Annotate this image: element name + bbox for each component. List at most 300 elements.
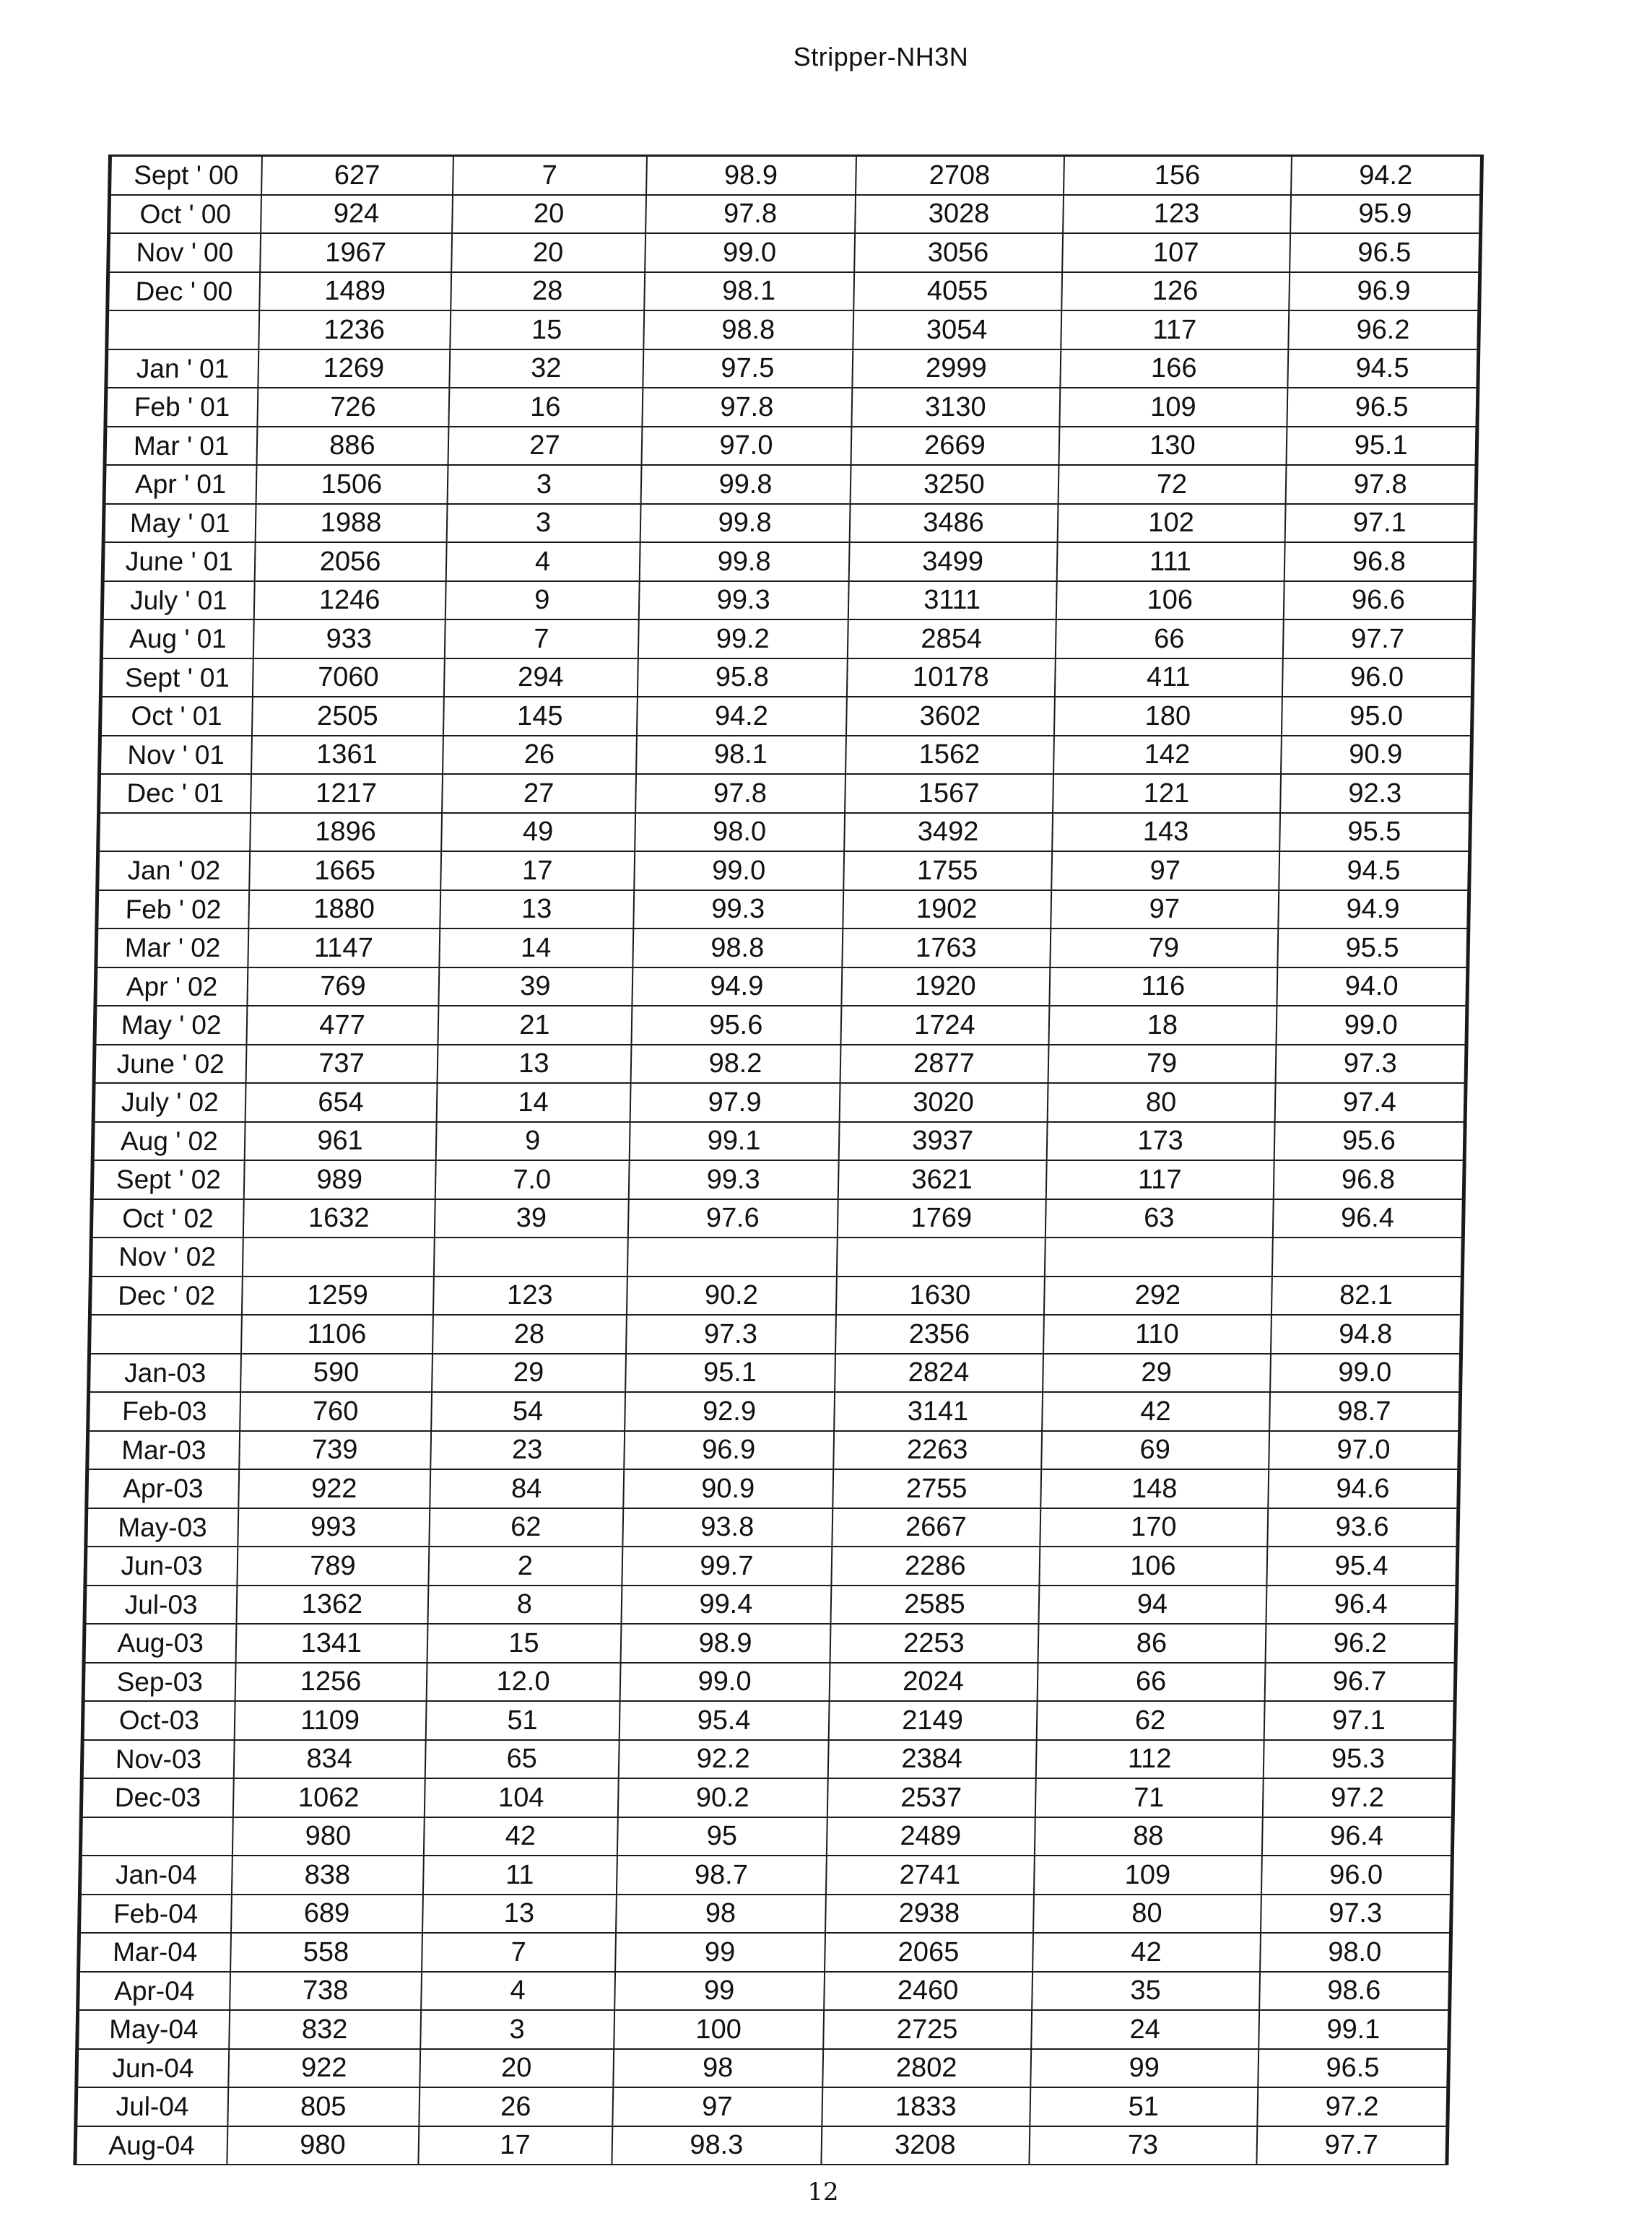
- data-table: [73, 155, 1484, 2165]
- table-cell: 20: [452, 195, 646, 234]
- row-label-cell: [87, 1469, 239, 1508]
- table-cell: 148: [1040, 1469, 1269, 1508]
- table-cell: 2824: [835, 1354, 1043, 1393]
- table-cell: [1271, 1238, 1463, 1277]
- table-cell: 96.8: [1284, 542, 1475, 581]
- table-cell: 760: [240, 1392, 432, 1431]
- table-row: [82, 1740, 1454, 1779]
- table-row: [94, 1045, 1466, 1084]
- row-label: May ' 02: [121, 1010, 222, 1040]
- table-cell: 98.6: [1259, 1972, 1451, 2011]
- row-label-cell: [95, 1006, 247, 1045]
- row-label: Feb-04: [113, 1898, 199, 1928]
- row-label-cell: [82, 1701, 235, 1740]
- table-cell: 99.0: [634, 851, 844, 890]
- table-cell: 96.2: [1288, 310, 1479, 349]
- table-row: [86, 1508, 1458, 1547]
- table-cell: 92.9: [625, 1392, 835, 1431]
- table-cell: 1147: [248, 928, 440, 967]
- table-row: [90, 1238, 1463, 1277]
- table-cell: 96.0: [1261, 1856, 1452, 1895]
- table-cell: 1769: [837, 1199, 1045, 1238]
- table-cell: 2263: [833, 1431, 1042, 1470]
- table-cell: 1506: [256, 465, 448, 504]
- row-label: June ' 01: [125, 547, 234, 577]
- row-label-cell: [101, 619, 253, 658]
- table-cell: 99.3: [633, 890, 843, 929]
- table-cell: 14: [436, 1083, 630, 1122]
- table-cell: 1833: [822, 2087, 1030, 2126]
- table-cell: 9: [435, 1122, 630, 1161]
- table-cell: 97.6: [627, 1199, 838, 1238]
- table-cell: 15: [450, 310, 644, 349]
- table-cell: 145: [443, 697, 637, 736]
- table-cell: 590: [240, 1354, 432, 1393]
- table-cell: 654: [245, 1083, 437, 1122]
- table-cell: 1896: [250, 813, 442, 852]
- table-cell: 98: [616, 1895, 826, 1934]
- table-cell: 3486: [849, 504, 1058, 543]
- table-cell: 2505: [251, 697, 443, 736]
- table-cell: 98.9: [646, 156, 856, 195]
- table-cell: 3250: [850, 465, 1058, 504]
- table-cell: 558: [230, 1933, 422, 1972]
- table-row: [85, 1547, 1458, 1586]
- table-row: [79, 1895, 1452, 1934]
- row-label: Aug ' 01: [129, 624, 227, 654]
- table-row: [105, 388, 1478, 427]
- table-cell: 102: [1057, 504, 1285, 543]
- row-label: Oct ' 01: [131, 701, 223, 731]
- table-cell: 99.1: [1258, 2010, 1450, 2049]
- row-label: Sept ' 01: [124, 662, 230, 692]
- table-cell: 1632: [243, 1199, 435, 1238]
- table-cell: [433, 1238, 627, 1277]
- table-cell: 94.2: [636, 697, 846, 736]
- table-cell: 99.4: [621, 1586, 831, 1625]
- table-cell: 16: [448, 388, 643, 427]
- table-cell: 93.6: [1267, 1508, 1458, 1547]
- table-cell: 689: [231, 1895, 423, 1934]
- table-cell: 3028: [855, 195, 1064, 234]
- table-cell: 1341: [235, 1624, 427, 1663]
- table-cell: 13: [440, 890, 634, 929]
- table-cell: 834: [233, 1740, 425, 1779]
- table-cell: 3: [446, 504, 640, 543]
- row-label: Jan-04: [115, 1860, 198, 1890]
- table-cell: 28: [451, 272, 645, 311]
- row-label-cell: [84, 1586, 237, 1625]
- table-cell: 26: [443, 736, 637, 775]
- row-label-cell: [79, 1895, 232, 1934]
- table-row: [107, 310, 1479, 349]
- table-cell: 97.5: [643, 349, 853, 388]
- table-cell: 98.0: [635, 813, 845, 852]
- table-cell: 99.2: [638, 619, 848, 658]
- table-cell: 3: [447, 465, 641, 504]
- table-cell: 294: [443, 658, 638, 697]
- table-row: [103, 542, 1475, 581]
- table-cell: 99.0: [1270, 1354, 1461, 1393]
- table-cell: 95.6: [1274, 1122, 1465, 1161]
- table-cell: 39: [434, 1199, 628, 1238]
- table-cell: 99.0: [620, 1663, 830, 1702]
- table-cell: 1920: [841, 967, 1050, 1006]
- table-cell: 94.6: [1268, 1469, 1459, 1508]
- table-cell: 2: [428, 1547, 622, 1586]
- table-cell: 97.3: [626, 1315, 836, 1354]
- row-label: Oct ' 02: [122, 1203, 214, 1233]
- table-row: [82, 1701, 1455, 1740]
- table-cell: 1755: [843, 851, 1052, 890]
- row-label-cell: [83, 1663, 235, 1702]
- table-cell: 3130: [851, 388, 1060, 427]
- table-cell: 62: [429, 1508, 623, 1547]
- table-cell: 109: [1033, 1856, 1261, 1895]
- row-label: Sept ' 00: [133, 160, 239, 191]
- table-cell: 98.1: [644, 272, 854, 311]
- table-cell: 96.0: [1282, 658, 1473, 697]
- table-cell: 97.1: [1264, 1701, 1455, 1740]
- table-cell: 1236: [258, 310, 451, 349]
- table-cell: 922: [238, 1469, 430, 1508]
- table-cell: 3: [420, 2010, 614, 2049]
- table-cell: 17: [440, 851, 635, 890]
- table-cell: 98.1: [636, 736, 846, 775]
- table-cell: 99: [614, 1972, 825, 2011]
- table-cell: 1256: [235, 1663, 427, 1702]
- table-cell: 3602: [845, 697, 1054, 736]
- table-cell: 2741: [825, 1856, 1034, 1895]
- table-cell: 737: [245, 1045, 438, 1084]
- table-cell: 97.9: [630, 1083, 840, 1122]
- table-cell: 477: [246, 1006, 438, 1045]
- table-row: [81, 1778, 1453, 1817]
- table-row: [97, 851, 1470, 890]
- row-label: Nov ' 02: [118, 1242, 217, 1272]
- table-cell: 2489: [826, 1817, 1035, 1856]
- table-cell: 106: [1056, 581, 1284, 620]
- row-label-cell: [84, 1624, 236, 1663]
- table-cell: 99: [1030, 2049, 1258, 2088]
- row-label: Apr-03: [123, 1474, 204, 1504]
- table-cell: 97: [612, 2087, 822, 2126]
- table-row: [101, 619, 1474, 658]
- table-row: [83, 1663, 1456, 1702]
- table-row: [84, 1624, 1456, 1663]
- row-label-cell: [103, 504, 256, 543]
- table-row: [100, 658, 1473, 697]
- table-cell: 42: [1032, 1933, 1261, 1972]
- table-cell: 130: [1058, 427, 1287, 466]
- table-cell: 2149: [828, 1701, 1037, 1740]
- row-label: Jun-04: [112, 2053, 194, 2083]
- table-cell: 72: [1058, 465, 1286, 504]
- table-cell: 107: [1062, 233, 1290, 272]
- row-label-cell: [88, 1392, 240, 1431]
- row-label: Jul-03: [124, 1589, 198, 1619]
- row-label-cell: [81, 1778, 233, 1817]
- table-cell: 62: [1036, 1701, 1264, 1740]
- table-cell: 121: [1053, 774, 1281, 813]
- row-label: Jan ' 01: [136, 353, 230, 383]
- table-cell: 96.4: [1266, 1586, 1457, 1625]
- table-cell: 66: [1055, 619, 1283, 658]
- table-cell: 993: [238, 1508, 430, 1547]
- table-cell: 96.7: [1264, 1663, 1456, 1702]
- table-row: [88, 1392, 1461, 1431]
- table-row: [79, 1933, 1451, 1972]
- row-label: Nov ' 01: [127, 739, 225, 770]
- row-label: Apr-04: [113, 1975, 195, 2006]
- table-cell: 123: [432, 1277, 627, 1315]
- row-label: May-04: [108, 2014, 199, 2045]
- row-label: May ' 01: [129, 508, 231, 538]
- row-label-cell: [108, 272, 260, 311]
- table-cell: 79: [1048, 1045, 1276, 1084]
- table-cell: 90.2: [626, 1277, 836, 1315]
- table-cell: [1044, 1238, 1272, 1277]
- table-cell: 99.8: [640, 504, 850, 543]
- table-cell: 411: [1054, 658, 1282, 697]
- row-label-cell: [91, 1199, 243, 1238]
- table-cell: 1361: [251, 736, 443, 775]
- table-row: [108, 272, 1480, 311]
- table-cell: 13: [437, 1045, 631, 1084]
- table-cell: 95.1: [1286, 427, 1477, 466]
- table-cell: 97.4: [1274, 1083, 1466, 1122]
- table-cell: 94.2: [1291, 156, 1482, 195]
- table-cell: 99.3: [638, 581, 848, 620]
- table-cell: 980: [232, 1817, 424, 1856]
- row-label: Oct ' 00: [139, 199, 232, 229]
- table-cell: 1246: [253, 581, 445, 620]
- table-cell: 2356: [835, 1315, 1044, 1354]
- row-label-cell: [106, 349, 258, 388]
- table-cell: 98.7: [1269, 1392, 1461, 1431]
- row-label: July ' 02: [121, 1087, 219, 1118]
- row-label-cell: [99, 774, 251, 813]
- table-cell: 96.4: [1272, 1199, 1464, 1238]
- row-label: Feb ' 02: [125, 894, 222, 924]
- row-label: July ' 01: [129, 585, 228, 615]
- row-label-cell: [77, 2010, 230, 2049]
- table-cell: 3056: [854, 233, 1063, 272]
- table-cell: 143: [1052, 813, 1280, 852]
- table-cell: 1106: [241, 1315, 433, 1354]
- table-cell: 97.0: [1269, 1431, 1460, 1470]
- table-cell: 170: [1040, 1508, 1268, 1547]
- row-label-cell: [109, 195, 261, 234]
- table-cell: 1062: [232, 1778, 425, 1817]
- table-cell: [836, 1238, 1045, 1277]
- table-cell: 97.8: [1285, 465, 1477, 504]
- table-cell: 2667: [832, 1508, 1040, 1547]
- table-cell: 96.4: [1261, 1817, 1453, 1856]
- table-cell: 97.8: [635, 774, 845, 813]
- table-row: [109, 195, 1482, 234]
- table-row: [106, 349, 1479, 388]
- table-cell: 97.3: [1261, 1895, 1452, 1934]
- table-cell: 82.1: [1271, 1277, 1462, 1315]
- table-cell: 95.0: [1281, 697, 1472, 736]
- table-cell: 1489: [259, 272, 451, 311]
- table-row: [104, 465, 1477, 504]
- table-row: [92, 1122, 1465, 1161]
- table-cell: 886: [256, 427, 448, 466]
- table-cell: 29: [1043, 1354, 1271, 1393]
- row-label: Aug-03: [117, 1628, 204, 1658]
- row-label: Apr ' 01: [134, 469, 227, 500]
- table-cell: 27: [448, 427, 642, 466]
- table-cell: 3111: [848, 581, 1056, 620]
- table-cell: 2537: [827, 1778, 1035, 1817]
- row-label-cell: [75, 2126, 227, 2165]
- table-cell: 90.9: [1281, 736, 1472, 775]
- table-row: [102, 581, 1474, 620]
- table-cell: 2877: [840, 1045, 1048, 1084]
- table-cell: 989: [243, 1160, 435, 1199]
- table-cell: 95.9: [1290, 195, 1482, 234]
- row-label: Mar ' 02: [124, 933, 221, 963]
- row-label: Jan ' 02: [127, 856, 221, 886]
- table-row: [100, 697, 1472, 736]
- table-row: [92, 1160, 1464, 1199]
- table-row: [96, 928, 1469, 967]
- table-cell: 80: [1047, 1083, 1275, 1122]
- table-cell: 4055: [853, 272, 1062, 311]
- table-cell: 20: [451, 233, 645, 272]
- table-cell: 95.4: [1266, 1547, 1458, 1586]
- table-cell: 961: [244, 1122, 436, 1161]
- table-cell: 15: [427, 1624, 621, 1663]
- table-cell: 2253: [830, 1624, 1038, 1663]
- table-body: [75, 156, 1482, 2165]
- row-label-cell: [97, 851, 250, 890]
- table-cell: 7.0: [435, 1160, 629, 1199]
- table-cell: 65: [425, 1740, 619, 1779]
- table-row: [95, 967, 1468, 1006]
- row-label-cell: [82, 1740, 234, 1779]
- row-label: Jun-03: [121, 1551, 204, 1581]
- row-label: Aug ' 02: [120, 1126, 219, 1156]
- table-cell: 1109: [234, 1701, 426, 1740]
- table-cell: 2938: [825, 1895, 1034, 1934]
- table-cell: 2460: [824, 1972, 1032, 2011]
- row-label-cell: [105, 388, 258, 427]
- row-label-cell: [79, 1856, 232, 1895]
- table-cell: 95.8: [637, 658, 847, 697]
- table-cell: 106: [1039, 1547, 1267, 1586]
- table-cell: 26: [419, 2087, 613, 2126]
- table-cell: 2802: [822, 2049, 1031, 2088]
- row-label-cell: [107, 310, 259, 349]
- table-cell: 2725: [823, 2010, 1032, 2049]
- table-cell: 97.7: [1282, 619, 1474, 658]
- table-cell: 32: [449, 349, 643, 388]
- table-cell: 3621: [838, 1160, 1046, 1199]
- table-cell: 17: [418, 2126, 612, 2165]
- table-cell: 142: [1053, 736, 1282, 775]
- row-label-cell: [110, 156, 262, 195]
- table-cell: 1567: [845, 774, 1053, 813]
- table-cell: 111: [1056, 542, 1284, 581]
- table-cell: 98: [613, 2049, 823, 2088]
- table-cell: 96.5: [1290, 233, 1481, 272]
- table-cell: 1880: [248, 890, 440, 929]
- table-cell: 3141: [834, 1392, 1043, 1431]
- table-cell: 11: [422, 1856, 617, 1895]
- table-cell: 180: [1053, 697, 1282, 736]
- row-label-cell: [79, 1933, 231, 1972]
- table-cell: 97.2: [1262, 1778, 1453, 1817]
- table-row: [103, 504, 1476, 543]
- table-row: [90, 1315, 1462, 1354]
- table-cell: 1724: [840, 1006, 1049, 1045]
- table-cell: 9: [445, 581, 639, 620]
- row-label: Nov-03: [115, 1744, 202, 1774]
- table-cell: 54: [431, 1392, 625, 1431]
- row-label-cell: [108, 233, 261, 272]
- row-label: June ' 02: [116, 1048, 225, 1079]
- table-cell: 99.8: [639, 542, 849, 581]
- table-cell: [627, 1238, 837, 1277]
- table-cell: 24: [1031, 2010, 1259, 2049]
- table-cell: 98.8: [632, 928, 843, 967]
- table-cell: 95.1: [625, 1354, 835, 1393]
- table-row: [98, 813, 1471, 852]
- table-cell: 8: [427, 1586, 622, 1625]
- table-cell: 2755: [832, 1469, 1041, 1508]
- table-row: [75, 2126, 1448, 2165]
- table-cell: 94.5: [1279, 851, 1470, 890]
- table-cell: 98.7: [616, 1856, 826, 1895]
- table-cell: 42: [1042, 1392, 1270, 1431]
- table-cell: 4: [421, 1972, 615, 2011]
- table-row: [105, 427, 1477, 466]
- table-cell: 18: [1048, 1006, 1277, 1045]
- table-cell: 93.8: [622, 1508, 832, 1547]
- table-cell: 98.0: [1260, 1933, 1451, 1972]
- table-cell: 1988: [255, 504, 447, 543]
- table-cell: 3492: [844, 813, 1053, 852]
- row-label: Mar-04: [112, 1937, 198, 1967]
- row-label: Dec ' 01: [126, 778, 225, 809]
- table-cell: 84: [430, 1469, 624, 1508]
- table-cell: 28: [432, 1315, 627, 1354]
- table-cell: 23: [430, 1431, 625, 1470]
- table-cell: 14: [439, 928, 633, 967]
- table-cell: 2669: [851, 427, 1059, 466]
- table-cell: 97.8: [642, 388, 852, 427]
- table-cell: 166: [1060, 349, 1288, 388]
- table-cell: 3054: [853, 310, 1061, 349]
- table-cell: 1630: [835, 1277, 1044, 1315]
- table-cell: 94.9: [1278, 890, 1469, 929]
- table-cell: 97.1: [1284, 504, 1476, 543]
- table-cell: 79: [1050, 928, 1278, 967]
- table-cell: 95.3: [1263, 1740, 1454, 1779]
- row-label-cell: [94, 1045, 246, 1084]
- table-cell: 156: [1064, 156, 1292, 195]
- table-cell: 805: [227, 2087, 419, 2126]
- table-cell: 49: [441, 813, 635, 852]
- table-cell: 96.2: [1265, 1624, 1456, 1663]
- table-cell: 112: [1035, 1740, 1264, 1779]
- table-cell: 838: [231, 1856, 423, 1895]
- table-cell: 1269: [258, 349, 450, 388]
- table-cell: 110: [1043, 1315, 1271, 1354]
